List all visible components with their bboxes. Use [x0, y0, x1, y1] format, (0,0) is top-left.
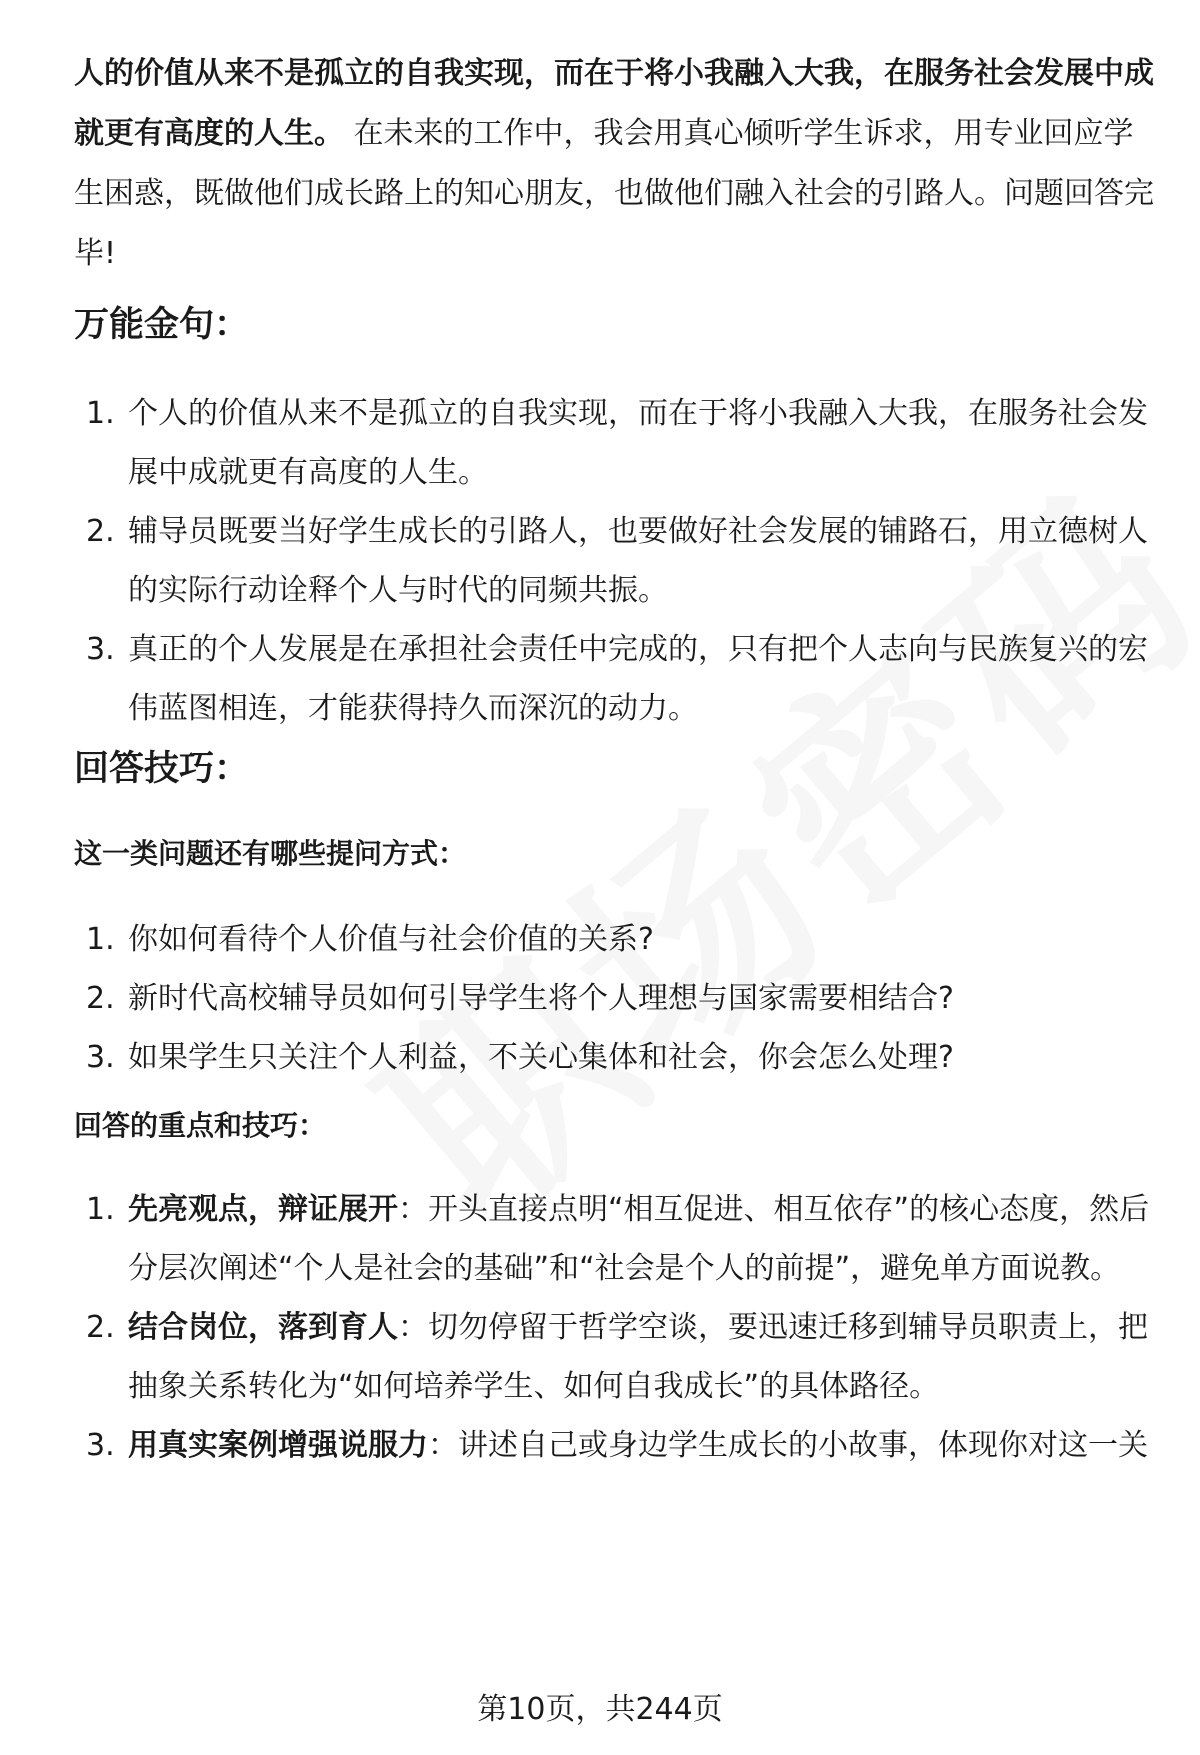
question-variants-list: [74, 910, 1154, 1087]
list-item-text: 如果学生只关注个人利益，不关心集体和社会，你会怎么处理?: [128, 1040, 954, 1075]
list-item: [74, 1416, 1154, 1475]
list-item-text: 辅导员既要当好学生成长的引路人，也要做好社会发展的铺路石，用立德树人的实际行动诠释个人与时代的同频共振。: [128, 514, 1148, 608]
list-number: 2.: [86, 981, 115, 1016]
intro-paragraph: [74, 44, 1154, 284]
list-item-text: 真正的个人发展是在承担社会责任中完成的，只有把个人志向与民族复兴的宏伟蓝图相连，才能获得持久而深沉的动力。: [128, 632, 1148, 726]
list-item-text: 新时代高校辅导员如何引导学生将个人理想与国家需要相结合?: [128, 981, 954, 1016]
list-item-bold: 用真实案例增强说服力: [128, 1428, 428, 1463]
key-points-heading: 回答的重点和技巧：: [74, 1109, 327, 1142]
question-variants-heading: 这一类问题还有哪些提问方式：: [74, 837, 467, 870]
list-number: 1.: [86, 396, 115, 431]
list-number: 3.: [86, 1040, 115, 1075]
list-item-text: ：讲述自己或身边学生成长的小故事，体现你对这一关: [428, 1428, 1148, 1463]
list-item-text: ：开头直接点明“相互促进、相互依存”的核心态度，然后分层次阐述“个人是社会的基础”和“社会是个人的前提”，避免单方面说教。: [128, 1192, 1150, 1286]
key-points-list: [74, 1180, 1154, 1475]
list-item: [74, 1298, 1154, 1416]
list-item: [74, 1180, 1154, 1298]
list-item-bold: 结合岗位，落到育人: [128, 1310, 398, 1345]
answer-tips-heading: 回答技巧：: [74, 749, 250, 789]
list-number: 2.: [86, 1310, 115, 1345]
intro-text: 在未来的工作中，我会用真心倾听学生诉求，用专业回应学生困惑，既做他们成长路上的知心朋友，也做他们融入社会的引路人。问题回答完毕!: [74, 116, 1154, 271]
list-number: 1.: [86, 922, 115, 957]
list-item-bold: 先亮观点，辩证展开: [128, 1192, 398, 1227]
list-item-text: 个人的价值从来不是孤立的自我实现，而在于将小我融入大我，在服务社会发展中成就更有高度的人生。: [128, 396, 1148, 490]
list-number: 3.: [86, 1428, 115, 1463]
golden-sentences-heading: 万能金句：: [74, 305, 250, 345]
list-item: [74, 620, 1154, 738]
list-number: 2.: [86, 514, 115, 549]
list-item: [74, 969, 1154, 1028]
list-item-text: ：切勿停留于哲学空谈，要迅速迁移到辅导员职责上，把抽象关系转化为“如何培养学生、如何自我成长”的具体路径。: [128, 1310, 1148, 1404]
golden-sentences-list: [74, 384, 1154, 738]
list-number: 3.: [86, 632, 115, 667]
intro-bold-text: 人的价值从来不是孤立的自我实现，而在于将小我融入大我，在服务社会发展中成就更有高度的人生。: [74, 56, 1154, 151]
list-number: 1.: [86, 1192, 115, 1227]
list-item: [74, 502, 1154, 620]
list-item: [74, 910, 1154, 969]
page-footer: 第10页，共244页: [477, 1692, 723, 1727]
list-item: [74, 1028, 1154, 1087]
list-item: [74, 384, 1154, 502]
list-item-text: 你如何看待个人价值与社会价值的关系?: [128, 922, 654, 957]
